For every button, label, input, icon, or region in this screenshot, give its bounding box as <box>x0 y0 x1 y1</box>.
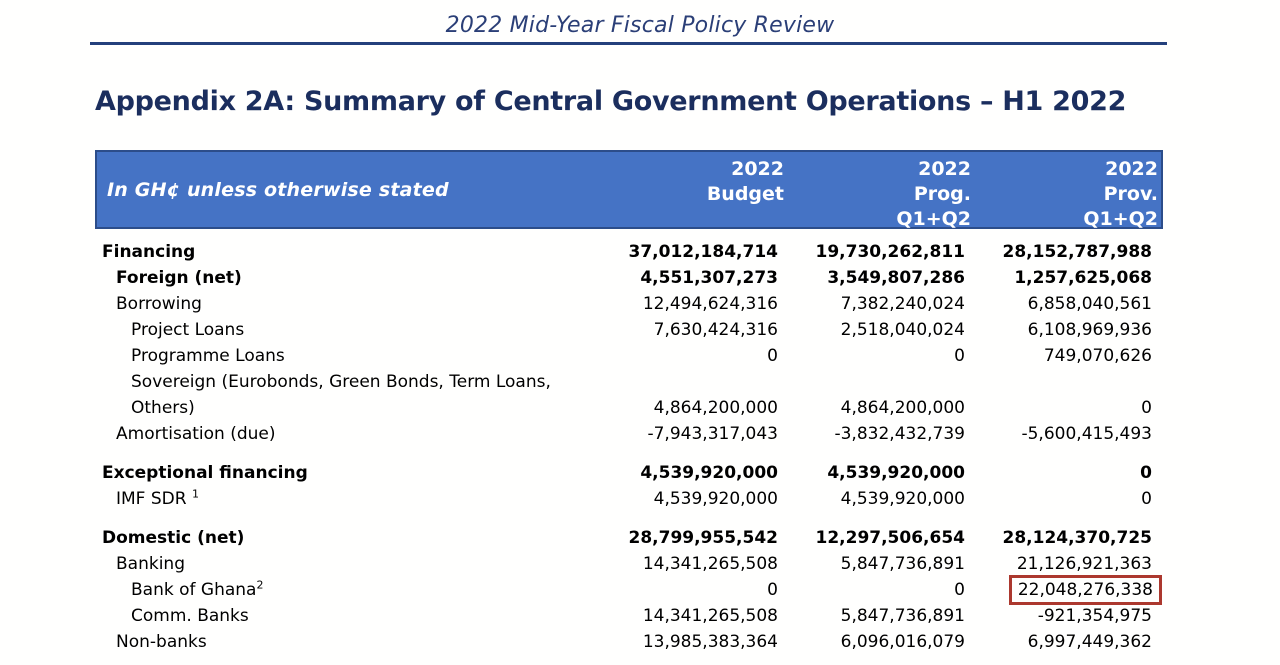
row-value: 28,124,370,725 <box>1002 528 1152 548</box>
unit-note: In GH¢ unless otherwise stated <box>107 178 449 201</box>
row-value: 4,864,200,000 <box>840 398 965 418</box>
row-value: 4,539,920,000 <box>827 463 965 483</box>
table-header-row <box>95 150 1163 229</box>
financing-table <box>95 150 1163 655</box>
table-row <box>95 603 1163 629</box>
row-value: 0 <box>1141 398 1152 418</box>
row-value: 6,096,016,079 <box>840 632 965 652</box>
row-value: 4,539,920,000 <box>840 489 965 509</box>
row-value: 4,864,200,000 <box>653 398 778 418</box>
table-row <box>95 629 1163 655</box>
row-value: 1,257,625,068 <box>1014 268 1152 288</box>
row-label: Sovereign (Eurobonds, Green Bonds, Term Loans, <box>131 372 551 392</box>
row-value: 0 <box>1141 489 1152 509</box>
row-value: 0 <box>767 580 778 600</box>
table-row <box>95 395 1163 421</box>
row-value: 0 <box>1140 463 1152 483</box>
table-row <box>95 369 1163 395</box>
row-value: 19,730,262,811 <box>815 242 965 262</box>
table-row <box>95 239 1163 265</box>
row-label: Banking <box>116 554 185 574</box>
row-label: Programme Loans <box>131 346 285 366</box>
column-header <box>787 152 974 230</box>
row-value: 4,539,920,000 <box>653 489 778 509</box>
row-value: 0 <box>954 580 965 600</box>
row-label: Domestic (net) <box>102 528 245 548</box>
row-value <box>968 577 1155 603</box>
row-value: -7,943,317,043 <box>647 424 778 444</box>
row-value: 6,858,040,561 <box>1027 294 1152 314</box>
row-value: -3,832,432,739 <box>834 424 965 444</box>
header-rule <box>90 42 1167 45</box>
column-header-line: 2022 <box>918 158 971 180</box>
row-value: 37,012,184,714 <box>628 242 778 262</box>
row-value <box>575 369 781 395</box>
row-value: 4,539,920,000 <box>640 463 778 483</box>
footnote-ref: 1 <box>191 487 199 501</box>
row-label: IMF SDR $^1$ <box>116 487 199 509</box>
table-row <box>95 343 1163 369</box>
row-value: 749,070,626 <box>1043 346 1152 366</box>
row-label: Non-banks <box>116 632 207 652</box>
column-header-line: Budget <box>706 183 784 205</box>
running-header-title: 2022 Mid-Year Fiscal Policy Review <box>445 13 835 38</box>
row-label: Project Loans <box>131 320 245 340</box>
row-spacer <box>95 512 1163 525</box>
row-spacer <box>95 447 1163 460</box>
row-label: Bank of Ghana$^2$ <box>131 578 264 600</box>
table-row <box>95 486 1163 512</box>
row-label: Borrowing <box>116 294 202 314</box>
row-value: 7,382,240,024 <box>840 294 965 314</box>
column-header-line: Q1+Q2 <box>896 208 971 230</box>
row-value: 28,799,955,542 <box>628 528 778 548</box>
row-value: 12,297,506,654 <box>815 528 965 548</box>
row-value: 5,847,736,891 <box>840 606 965 626</box>
row-value: 6,108,969,936 <box>1027 320 1152 340</box>
row-value: 7,630,424,316 <box>653 320 778 340</box>
row-value: 2,518,040,024 <box>840 320 965 340</box>
row-value: 14,341,265,508 <box>642 606 778 626</box>
row-value: -5,600,415,493 <box>1021 424 1152 444</box>
column-header-line: Q1+Q2 <box>1083 208 1158 230</box>
row-value: 0 <box>954 346 965 366</box>
row-value: 5,847,736,891 <box>840 554 965 574</box>
table-row <box>95 421 1163 447</box>
table-row <box>95 291 1163 317</box>
footnote-ref: 2 <box>256 578 264 592</box>
column-header-line: Prog. <box>913 183 971 205</box>
row-value: -921,354,975 <box>1037 606 1152 626</box>
table-row <box>95 551 1163 577</box>
row-label: Amortisation (due) <box>116 424 276 444</box>
row-value: 14,341,265,508 <box>642 554 778 574</box>
running-header <box>0 0 1280 45</box>
row-value: 0 <box>767 346 778 366</box>
highlight-box: 22,048,276,338 <box>1009 575 1162 605</box>
row-label: Others) <box>131 398 195 418</box>
table-row <box>95 460 1163 486</box>
table-row <box>95 317 1163 343</box>
table-row <box>95 265 1163 291</box>
row-value: 13,985,383,364 <box>642 632 778 652</box>
row-value: 21,126,921,363 <box>1016 554 1152 574</box>
table-body <box>95 229 1163 655</box>
row-label: Exceptional financing <box>102 463 308 483</box>
row-value: 28,152,787,988 <box>1002 242 1152 262</box>
column-header-line: 2022 <box>731 158 784 180</box>
column-header <box>577 152 787 227</box>
row-label: Comm. Banks <box>131 606 249 626</box>
row-label: Foreign (net) <box>116 268 242 288</box>
row-value <box>968 369 1155 395</box>
row-value: 3,549,807,286 <box>827 268 965 288</box>
row-value: 12,494,624,316 <box>642 294 778 314</box>
row-value <box>781 369 968 395</box>
row-value: 6,997,449,362 <box>1027 632 1152 652</box>
row-value: 4,551,307,273 <box>640 268 778 288</box>
column-header <box>974 152 1161 230</box>
table-row <box>95 525 1163 551</box>
column-header-line: Prov. <box>1103 183 1158 205</box>
column-header-line: 2022 <box>1105 158 1158 180</box>
page-title: Appendix 2A: Summary of Central Government Operations – H1 2022 <box>95 86 1127 117</box>
row-label: Financing <box>102 242 196 262</box>
table-row <box>95 577 1163 603</box>
